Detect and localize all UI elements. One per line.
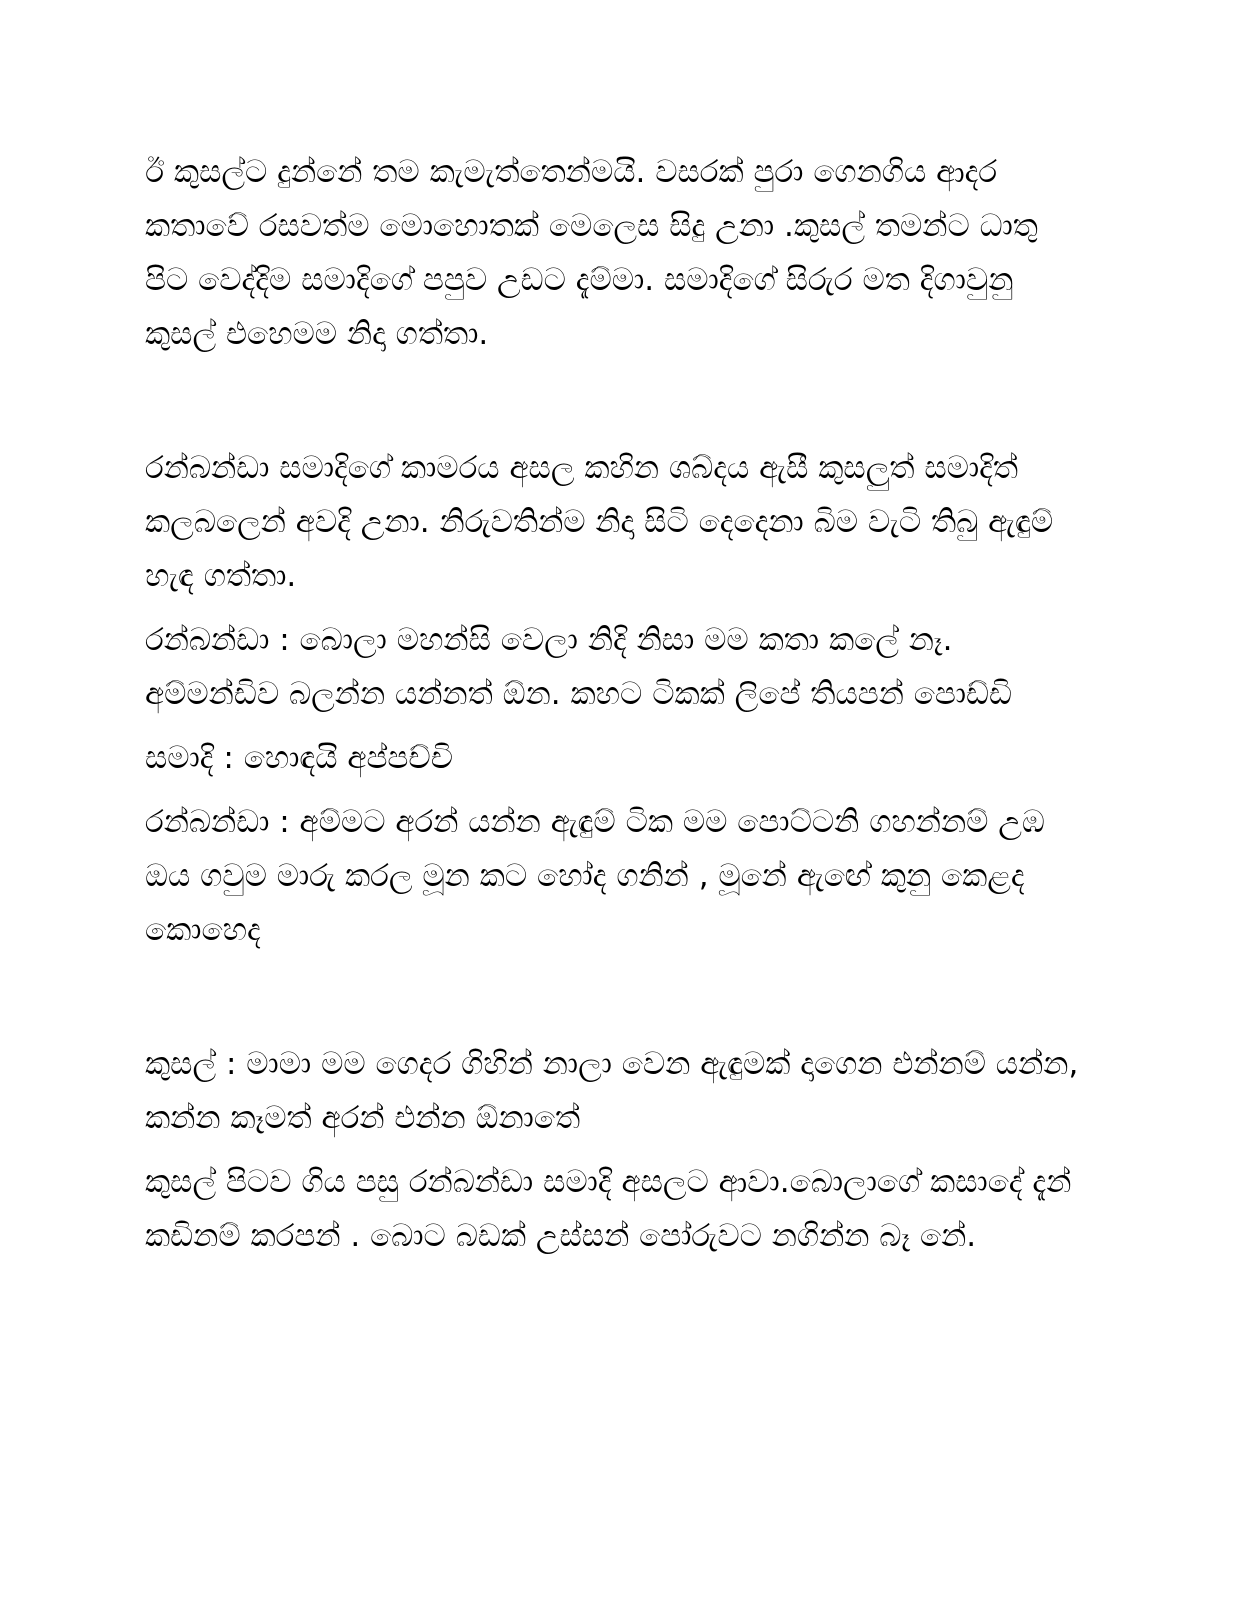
dialogue-ranbanda-2: රන්බන්ඩා : අම්මට අරන් යන්න ඇඳුම් ටික මම පොට්ටනි ගහන්නම් උඹ ඔය ගවුම මාරු කරල මූන කට හෝද ගනින් , මූනේ ඇඟේ කුනු කෙළද කොහෙද [145, 804, 1045, 948]
dialogue-kusal-1: කුසල් : මාමා මම ගෙදර ගිහින් නාලා වෙන ඇඳුමක් දාගෙන එන්නම් යන්න, කන්න කෑමත් අරන් එන්න ඕනාතේ [145, 1046, 1079, 1136]
paragraph-2: රන්බන්ඩා සමාදිගේ කාමරය අසල කහින ශබ්දය ඇසී කුසලුත් සමාදිත් කලබලෙන් අවදි උනා. නිරුවතින්ම නිදා සිටි දෙදෙනා බිම වැටි තිබු ඇඳුම් හැඳ ගත්තා. [145, 450, 1054, 594]
dialogue-ranbanda-1: රන්බන්ඩා : බොලා මහන්සි වෙලා නිදි නිසා මම කතා කලේ නෑ. අම්මන්ඩිව බලන්න යන්නත් ඕන. කහට ටිකක් ලිපේ තියපන් පොඩ්ඩි [145, 622, 1013, 712]
paragraph-final: කුසල් පිටව ගිය පසු රන්බන්ඩා සමාදි අසලට ආවා.බොලාගේ කසාදේ දැන් කඩිනම් කරපන් . බොට බඩක් උස්සන් පෝරුවට නගින්න බෑ නේ. [145, 1164, 1072, 1254]
document-body [145, 145, 1085, 1263]
paragraph-1: ඊ කුසල්ට දුන්නේ තම කැමැත්තෙන්මයි. වසරක් පුරා ගෙනගිය ආදර කතාවේ රසවත්ම මොහොතක් මෙලෙස සිදු උනා .කුසල් තමන්ට ධාතු පිට වෙද්දිම සමාදිගේ පපුව උඩට දැම්මා. සමාදිගේ සිරුර මත දිගාවුනු කුසල් එහෙමම නිදා ගත්තා. [145, 154, 1038, 352]
dialogue-samadi-1: සමාදි : හොඳයි අප්පච්චි [145, 740, 454, 776]
